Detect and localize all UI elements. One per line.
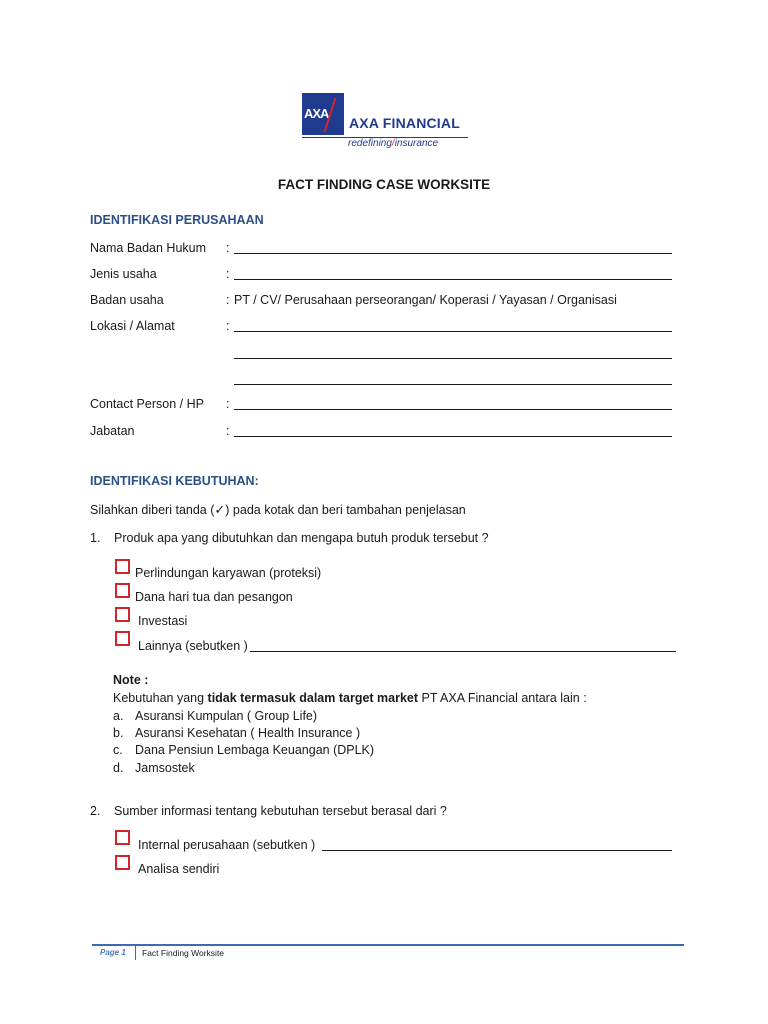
axa-logo-text: AXA [304, 106, 329, 121]
note-item-marker: c. [113, 743, 123, 757]
label-jenis-usaha: Jenis usaha [90, 267, 157, 281]
page-title: FACT FINDING CASE WORKSITE [277, 177, 491, 192]
contact-person-field[interactable] [234, 409, 672, 410]
axa-logo-mark [302, 93, 344, 135]
checkbox-perlindungan[interactable] [115, 559, 130, 574]
tagline-part-2: insurance [394, 138, 439, 149]
colon: : [226, 319, 230, 333]
label-contact-person: Contact Person / HP [90, 397, 204, 411]
label-badan-usaha: Badan usaha [90, 293, 164, 307]
checkbox-internal[interactable] [115, 830, 130, 845]
colon: : [226, 293, 230, 307]
alamat-field-line-3[interactable] [234, 384, 672, 385]
checkmark-icon: ✓ [214, 502, 226, 517]
footer-divider [92, 944, 684, 946]
lainnya-field[interactable] [250, 651, 676, 652]
note-text [113, 690, 587, 706]
option-lainnya: Lainnya (sebutken ) [138, 639, 248, 653]
question-1-text: Produk apa yang dibutuhkan dan mengapa butuh produk tersebut ? [114, 531, 489, 545]
note-item-marker: d. [113, 761, 124, 775]
instruction-part-2: ) pada kotak dan beri tambahan penjelasan [225, 503, 466, 517]
section-heading-needs: IDENTIFIKASI KEBUTUHAN: [90, 474, 259, 488]
question-1-number: 1. [90, 531, 101, 545]
nama-badan-hukum-field[interactable] [234, 253, 672, 254]
footer-separator [135, 946, 136, 960]
colon: : [226, 241, 230, 255]
colon: : [226, 397, 230, 411]
tagline-part-1: redefining [348, 138, 392, 149]
colon: : [226, 424, 230, 438]
axa-financial-logo [302, 93, 480, 155]
note-item-marker: a. [113, 709, 124, 723]
note-item-marker: b. [113, 726, 124, 740]
brand-name: AXA FINANCIAL [349, 115, 460, 131]
label-lokasi-alamat: Lokasi / Alamat [90, 319, 175, 333]
footer-page-number: Page 1 [100, 948, 126, 957]
note-item-d: Jamsostek [135, 761, 195, 775]
option-investasi: Investasi [138, 614, 188, 628]
label-jabatan: Jabatan [90, 424, 135, 438]
option-internal: Internal perusahaan (sebutken ) [138, 838, 316, 852]
note-text-part-1: Kebutuhan yang [113, 691, 208, 705]
option-dana-hari-tua: Dana hari tua dan pesangon [135, 590, 293, 604]
note-text-bold: tidak termasuk dalam target market [207, 691, 419, 705]
internal-field[interactable] [322, 850, 672, 851]
option-perlindungan: Perlindungan karyawan (proteksi) [135, 566, 322, 580]
checkbox-lainnya[interactable] [115, 631, 130, 646]
note-text-part-2: PT AXA Financial antara lain : [418, 691, 587, 705]
question-2-number: 2. [90, 804, 101, 818]
label-nama-badan-hukum: Nama Badan Hukum [90, 241, 207, 255]
alamat-field-line-2[interactable] [234, 358, 672, 359]
badan-usaha-options: PT / CV/ Perusahaan perseorangan/ Koperasi / Yayasan / Organisasi [234, 293, 617, 307]
alamat-field-line-1[interactable] [234, 331, 672, 332]
jenis-usaha-field[interactable] [234, 279, 672, 280]
note-item-c: Dana Pensiun Lembaga Keuangan (DPLK) [135, 743, 375, 757]
section-heading-company: IDENTIFIKASI PERUSAHAAN [90, 213, 264, 227]
checkbox-analisa[interactable] [115, 855, 130, 870]
brand-tagline: redefining/insurance [348, 138, 439, 149]
jabatan-field[interactable] [234, 436, 672, 437]
question-2-text: Sumber informasi tentang kebutuhan tersebut berasal dari ? [114, 804, 447, 818]
option-analisa: Analisa sendiri [138, 862, 220, 876]
note-item-a: Asuransi Kumpulan ( Group Life) [135, 709, 318, 723]
instruction-part-1: Silahkan diberi tanda ( [90, 503, 215, 517]
note-item-b: Asuransi Kesehatan ( Health Insurance ) [135, 726, 361, 740]
footer-title: Fact Finding Worksite [142, 948, 225, 958]
instruction-text [90, 502, 466, 518]
colon: : [226, 267, 230, 281]
checkbox-dana-hari-tua[interactable] [115, 583, 130, 598]
checkbox-investasi[interactable] [115, 607, 130, 622]
note-label: Note : [113, 673, 149, 687]
